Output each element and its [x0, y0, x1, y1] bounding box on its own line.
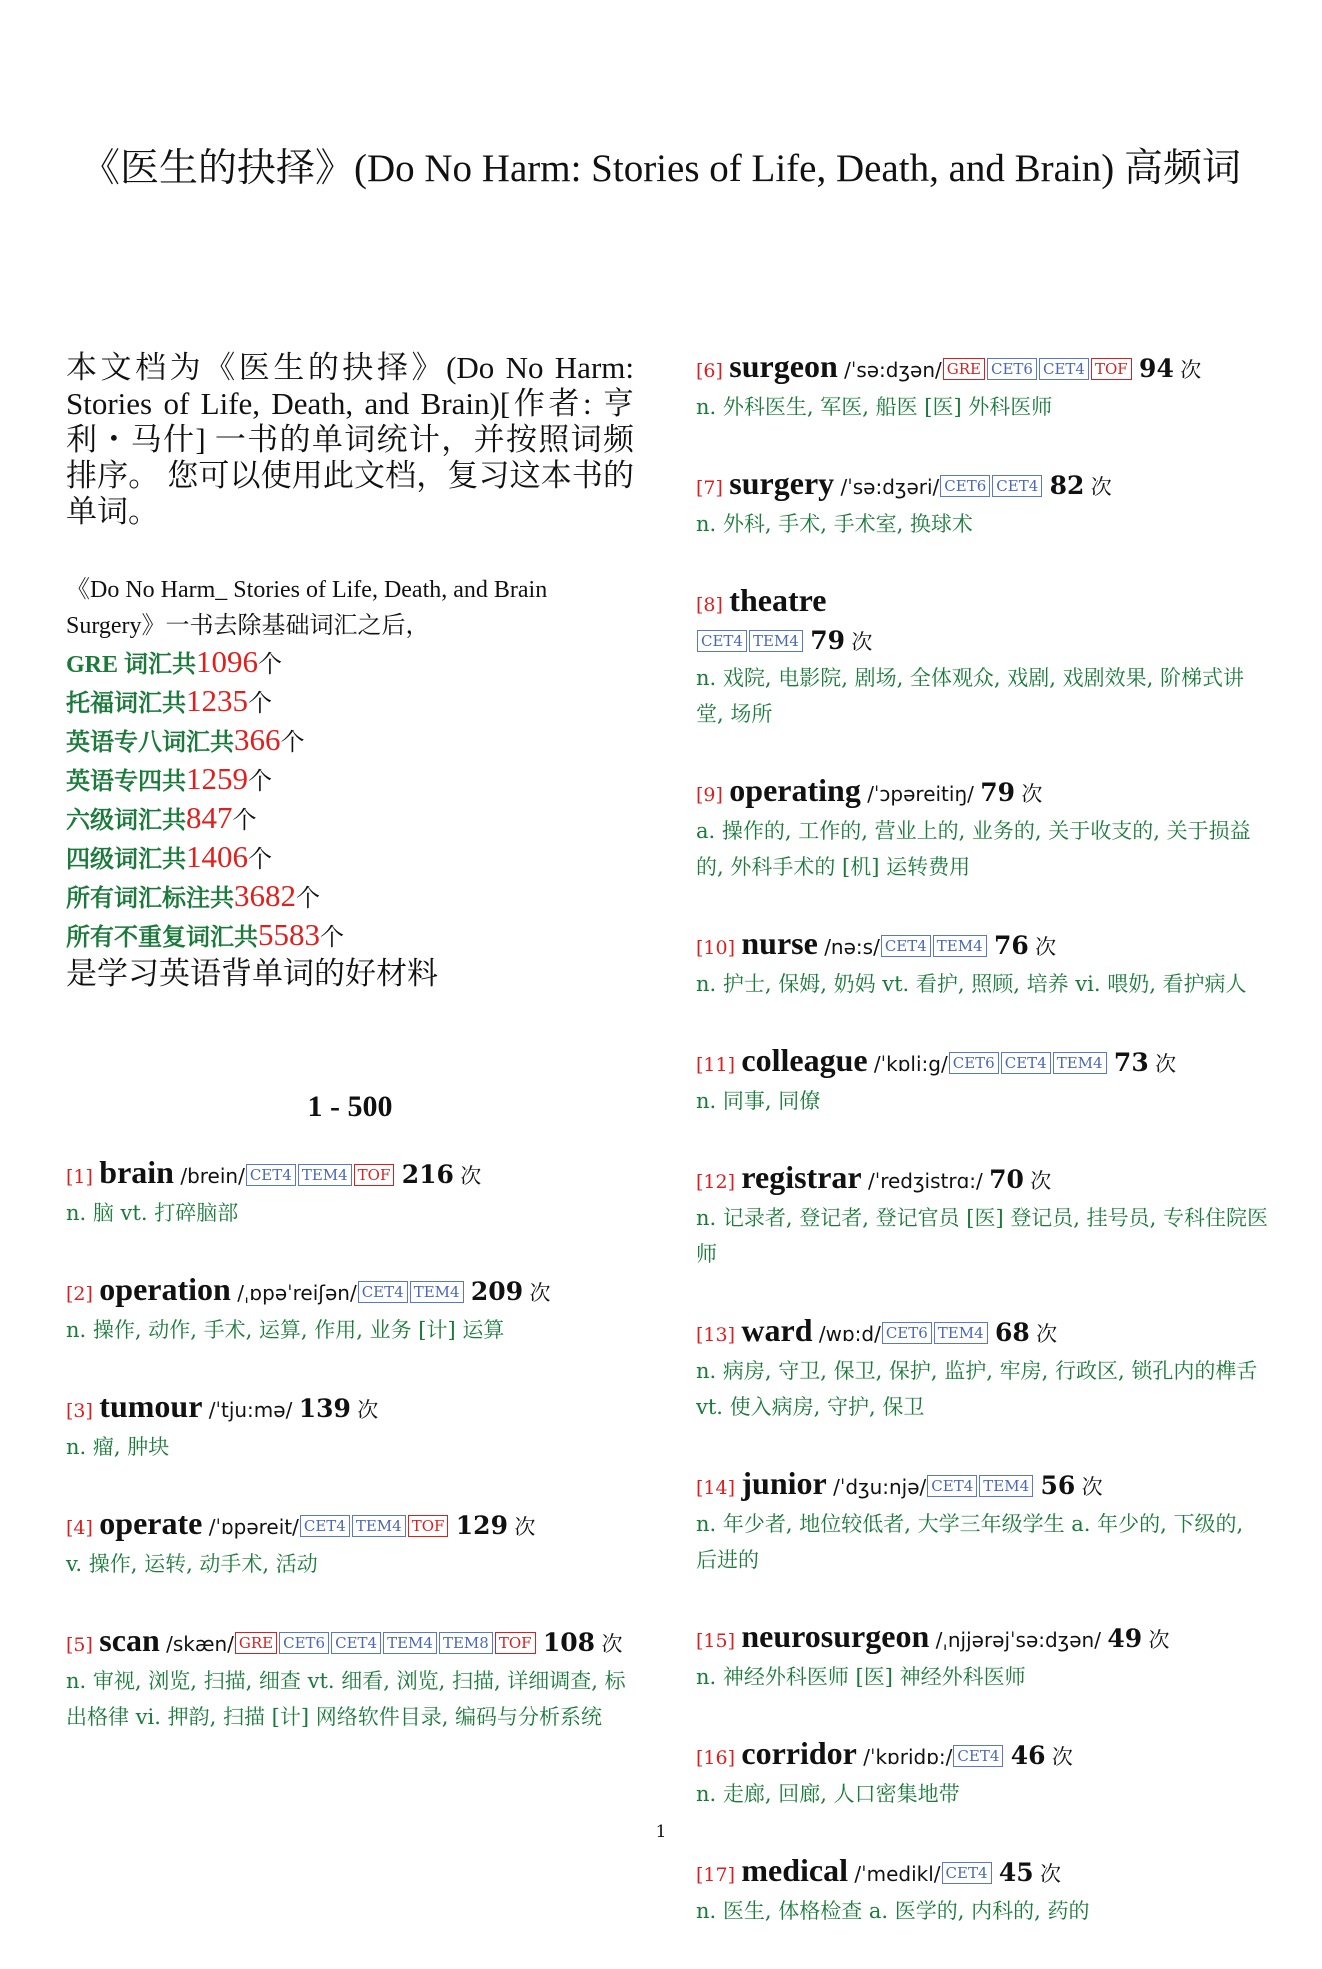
stats-count: 366 [234, 722, 281, 757]
entry-phonetic: /ˌnjjərəjˈsə:dʒən/ [935, 1628, 1101, 1652]
entry-definition: n. 年少者, 地位较低者, 大学三年级学生 a. 年少的, 下级的, 后进的 [696, 1512, 1244, 1572]
entry-index: [15] [696, 1630, 736, 1652]
entry-head [696, 1042, 1268, 1083]
left-column [66, 350, 634, 1775]
entry-definition: n. 戏院, 电影院, 剧场, 全体观众, 戏剧, 戏剧效果, 阶梯式讲堂, 场所 [696, 666, 1244, 726]
entry-tag: CET4 [1039, 358, 1089, 380]
vocabulary-stats [66, 572, 634, 992]
entry-word: surgery [729, 465, 835, 501]
stats-suffix: 个 [258, 652, 283, 678]
entry-count: 216 [401, 1160, 454, 1189]
entry-tag: CET4 [246, 1164, 296, 1186]
entry-tag: TEM4 [383, 1632, 437, 1654]
entry-count-unit: 次 [1180, 358, 1202, 382]
entry-word: registrar [741, 1159, 862, 1195]
entry-head [696, 582, 1268, 660]
intro-paragraph: 本文档为《医生的抉择》(Do No Harm: Stories of Life, Death, and Brain)[作者: 亨利・马什] 一书的单词统计，并按照词频排序。 您可以使用此文档，复习这本书的单词。 [66, 350, 634, 529]
entry-tag: TEM4 [298, 1164, 352, 1186]
entry-count: 79 [980, 778, 1016, 807]
vocab-entry [66, 1622, 634, 1735]
entry-word: junior [741, 1465, 827, 1501]
vocab-entry [696, 1465, 1268, 1578]
entry-head [66, 1505, 634, 1546]
stats-count: 1096 [196, 644, 259, 679]
entry-tag: TOF [495, 1632, 536, 1654]
entry-count-unit: 次 [357, 1398, 379, 1422]
entry-head [696, 1735, 1268, 1776]
entry-phonetic: /nə:s/ [824, 935, 880, 959]
entry-tag: CET4 [953, 1745, 1003, 1767]
entry-phonetic: /ˌɒpəˈreiʃən/ [237, 1281, 357, 1305]
entry-index: [3] [66, 1400, 93, 1422]
entry-definition: n. 外科, 手术, 手术室, 换球术 [696, 512, 973, 536]
stats-count: 5583 [258, 917, 320, 952]
entry-word: colleague [741, 1042, 868, 1078]
entry-index: [10] [696, 937, 736, 959]
entry-definition: n. 同事, 同僚 [696, 1089, 821, 1113]
entry-index: [16] [696, 1747, 736, 1769]
entry-head [66, 1388, 634, 1429]
entry-definition: n. 外科医生, 军医, 船医 [医] 外科医师 [696, 395, 1053, 419]
entry-tag: CET4 [992, 475, 1042, 497]
entry-head [696, 1618, 1268, 1659]
entry-phonetic: /wɒ:d/ [818, 1322, 881, 1346]
stats-label: 四级词汇共 [66, 847, 186, 873]
entry-count-unit: 次 [529, 1281, 551, 1305]
entry-tag: CET6 [949, 1052, 999, 1074]
entry-count: 46 [1010, 1741, 1046, 1770]
entry-count: 73 [1113, 1048, 1149, 1077]
entry-word: nurse [741, 925, 818, 961]
entry-definition: n. 护士, 保姆, 奶妈 vt. 看护, 照顾, 培养 vi. 喂奶, 看护病人 [696, 972, 1247, 996]
document-title: 《医生的抉择》(Do No Harm: Stories of Life, Death, and Brain) 高频词 [80, 147, 1242, 190]
stats-suffix: 个 [320, 925, 344, 951]
stats-suffix: 个 [248, 769, 272, 795]
entry-count: 129 [455, 1511, 508, 1540]
vocab-entry [696, 1618, 1268, 1695]
entry-word: ward [741, 1312, 813, 1348]
entry-head [696, 925, 1268, 966]
entry-count: 76 [994, 931, 1029, 960]
entry-word: tumour [99, 1388, 203, 1424]
entry-definition: n. 记录者, 登记者, 登记官员 [医] 登记员, 挂号员, 专科住院医师 [696, 1206, 1269, 1266]
entry-index: [5] [66, 1634, 93, 1656]
entry-definition: n. 病房, 守卫, 保卫, 保护, 监护, 牢房, 行政区, 锁孔内的榫舌 vt. 使入病房, 守护, 保卫 [696, 1359, 1258, 1419]
entry-head [66, 1271, 634, 1312]
entry-count: 45 [998, 1858, 1034, 1887]
vocab-entry [696, 925, 1268, 1002]
stats-line [66, 800, 634, 839]
entry-count-unit: 次 [460, 1164, 482, 1188]
entry-head [696, 1852, 1268, 1893]
entry-definition: n. 操作, 动作, 手术, 运算, 作用, 业务 [计] 运算 [66, 1318, 505, 1342]
stats-label: 英语专四共 [66, 769, 186, 795]
stats-label: 英语专八词汇共 [66, 730, 234, 756]
entry-tag: TEM4 [352, 1515, 406, 1537]
entry-head [66, 1622, 634, 1663]
entry-definition: n. 走廊, 回廊, 人口密集地带 [696, 1782, 960, 1806]
entry-head [696, 348, 1268, 389]
stats-label: 托福词汇共 [66, 691, 186, 717]
entry-count: 56 [1040, 1471, 1076, 1500]
stats-count: 1406 [186, 839, 248, 874]
entry-word: medical [741, 1852, 849, 1888]
entry-tag: TOF [354, 1164, 395, 1186]
entry-list-right [696, 348, 1268, 1929]
stats-lead: 《Do No Harm_ Stories of Life, Death, and Brain Surgery》一书去除基础词汇之后， [66, 577, 548, 639]
entry-index: [17] [696, 1864, 736, 1886]
stats-line [66, 917, 634, 956]
entry-tag: TEM4 [410, 1281, 464, 1303]
entry-tag: CET4 [358, 1281, 408, 1303]
stats-suffix: 个 [280, 730, 305, 756]
vocab-entry [66, 1388, 634, 1465]
entry-index: [13] [696, 1324, 736, 1346]
entry-word: brain [99, 1154, 174, 1190]
stats-line [66, 722, 634, 761]
entry-tag: CET4 [697, 630, 747, 652]
entry-index: [11] [696, 1054, 736, 1076]
entry-head [696, 1312, 1268, 1353]
entry-definition: n. 审视, 浏览, 扫描, 细查 vt. 细看, 浏览, 扫描, 详细调查, 标出格律 vi. 押韵, 扫描 [计] 网络软件目录, 编码与分析系统 [66, 1669, 626, 1729]
entry-tag: CET4 [1001, 1052, 1051, 1074]
entry-head [66, 1154, 634, 1195]
entry-count-unit: 次 [1081, 1475, 1103, 1499]
entry-word: theatre [729, 582, 827, 618]
stats-line [66, 761, 634, 800]
stats-label: GRE 词汇共 [66, 652, 197, 678]
entry-count-unit: 次 [1030, 1169, 1052, 1193]
entry-definition: n. 瘤, 肿块 [66, 1435, 170, 1459]
vocab-entry [66, 1271, 634, 1348]
entry-index: [8] [696, 594, 723, 616]
entry-count-unit: 次 [1051, 1745, 1073, 1769]
entry-phonetic: /ˈkɒli:g/ [873, 1052, 948, 1076]
vocab-entry [696, 582, 1268, 732]
vocab-entry [696, 772, 1268, 885]
entry-tag: TEM4 [933, 935, 987, 957]
entry-count-unit: 次 [1035, 935, 1057, 959]
entry-word: scan [99, 1622, 160, 1658]
entry-count: 108 [542, 1628, 596, 1657]
entry-phonetic: /skæn/ [166, 1632, 234, 1656]
stats-line [66, 839, 634, 878]
entry-phonetic: /ˈredʒistrɑ:/ [867, 1169, 983, 1193]
entry-index: [9] [696, 784, 723, 806]
entry-phonetic: /ˈɒpəreit/ [208, 1515, 299, 1539]
entry-count: 94 [1139, 354, 1174, 383]
entry-tag: CET4 [331, 1632, 381, 1654]
entry-tag: CET4 [881, 935, 931, 957]
entry-tag: TOF [408, 1515, 449, 1537]
entry-count-unit: 次 [1040, 1862, 1062, 1886]
vocab-entry [696, 1312, 1268, 1425]
entry-tag: TEM4 [1053, 1052, 1107, 1074]
vocab-entry [696, 465, 1268, 542]
stats-label: 所有词汇标注共 [66, 886, 234, 912]
stats-suffix: 个 [232, 808, 257, 834]
entry-tag: CET4 [927, 1475, 977, 1497]
section-heading: 1 - 500 [307, 1090, 393, 1123]
stats-ending: 是学习英语背单词的好材料 [66, 956, 438, 991]
stats-count: 1259 [186, 761, 248, 796]
stats-line [66, 878, 634, 917]
entry-count: 49 [1107, 1624, 1143, 1653]
stats-count: 1235 [186, 683, 248, 718]
entry-tag: TEM4 [979, 1475, 1033, 1497]
stats-count: 847 [186, 800, 233, 835]
entry-count-unit: 次 [1036, 1322, 1058, 1346]
entry-count: 79 [810, 626, 845, 655]
entry-word: corridor [741, 1735, 857, 1771]
stats-label: 所有不重复词汇共 [66, 925, 258, 951]
entry-phonetic: /ˈmedikl/ [854, 1862, 941, 1886]
entry-count: 68 [995, 1318, 1030, 1347]
entry-count-unit: 次 [1090, 475, 1112, 499]
entry-count-unit: 次 [1155, 1052, 1177, 1076]
entry-index: [7] [696, 477, 723, 499]
entry-phonetic: /ˈtju:mə/ [208, 1398, 293, 1422]
entry-count-unit: 次 [1021, 782, 1043, 806]
entry-head [696, 772, 1268, 813]
entry-tag: TEM4 [934, 1322, 988, 1344]
entry-tag: CET4 [300, 1515, 350, 1537]
entry-definition: a. 操作的, 工作的, 营业上的, 业务的, 关于收支的, 关于损益的, 外科手术的 [机] 运转费用 [696, 819, 1251, 879]
entry-definition: n. 医生, 体格检查 a. 医学的, 内科的, 药的 [696, 1899, 1090, 1923]
entry-head [696, 1465, 1268, 1506]
stats-suffix: 个 [296, 886, 320, 912]
entry-tag: CET6 [940, 475, 990, 497]
vocab-entry [696, 1852, 1268, 1929]
entry-count-unit: 次 [851, 630, 873, 654]
entry-tag: GRE [943, 358, 985, 380]
entry-definition: v. 操作, 运转, 动手术, 活动 [66, 1552, 318, 1576]
entry-tag: TOF [1091, 358, 1132, 380]
entry-head [696, 465, 1268, 506]
entry-word: operate [99, 1505, 203, 1541]
entry-word: operation [99, 1271, 231, 1307]
entry-word: surgeon [729, 348, 838, 384]
vocab-entry [696, 1042, 1268, 1119]
entry-phonetic: /ˈkɒridɒ:/ [863, 1745, 953, 1769]
entry-tag: TEM4 [749, 630, 803, 652]
entry-count: 82 [1049, 471, 1085, 500]
entry-tag: GRE [235, 1632, 277, 1654]
entry-definition: n. 脑 vt. 打碎脑部 [66, 1201, 239, 1225]
entry-index: [6] [696, 360, 723, 382]
entry-count-unit: 次 [1148, 1628, 1170, 1652]
vocab-entry [66, 1505, 634, 1582]
entry-tag: CET6 [987, 358, 1037, 380]
stats-suffix: 个 [248, 847, 272, 873]
entry-definition: n. 神经外科医师 [医] 神经外科医师 [696, 1665, 1026, 1689]
entry-list-left [66, 1154, 634, 1735]
stats-line [66, 644, 634, 683]
stats-line [66, 683, 634, 722]
right-column [696, 348, 1268, 1969]
entry-index: [14] [696, 1477, 736, 1499]
entry-index: [12] [696, 1171, 736, 1193]
entry-count-unit: 次 [514, 1515, 536, 1539]
entry-phonetic: /ˈsə:dʒən/ [844, 358, 942, 382]
entry-tag: CET6 [279, 1632, 329, 1654]
entry-phonetic: /ˈdʒu:njə/ [833, 1475, 927, 1499]
entry-index: [1] [66, 1166, 93, 1188]
entry-count-unit: 次 [601, 1632, 623, 1656]
entry-phonetic: /ˈɔpəreitiŋ/ [867, 782, 974, 806]
entry-head [696, 1159, 1268, 1200]
entry-index: [2] [66, 1283, 93, 1305]
entry-index: [4] [66, 1517, 93, 1539]
entry-count: 70 [989, 1165, 1024, 1194]
stats-count: 3682 [234, 878, 296, 913]
entry-word: operating [729, 772, 861, 808]
entry-count: 139 [298, 1394, 351, 1423]
entry-phonetic: /ˈsə:dʒəri/ [840, 475, 940, 499]
entry-tag: TEM8 [439, 1632, 493, 1654]
entry-phonetic: /brein/ [180, 1164, 245, 1188]
vocab-entry [696, 1159, 1268, 1272]
entry-tag: CET4 [942, 1862, 992, 1884]
vocab-entry [696, 348, 1268, 425]
entry-word: neurosurgeon [741, 1618, 930, 1654]
entry-tag: CET6 [882, 1322, 932, 1344]
stats-suffix: 个 [248, 691, 272, 717]
vocab-entry [66, 1154, 634, 1231]
vocab-entry [696, 1735, 1268, 1812]
page-number: 1 [655, 1822, 667, 1842]
entry-count: 209 [470, 1277, 524, 1306]
stats-label: 六级词汇共 [66, 808, 186, 834]
